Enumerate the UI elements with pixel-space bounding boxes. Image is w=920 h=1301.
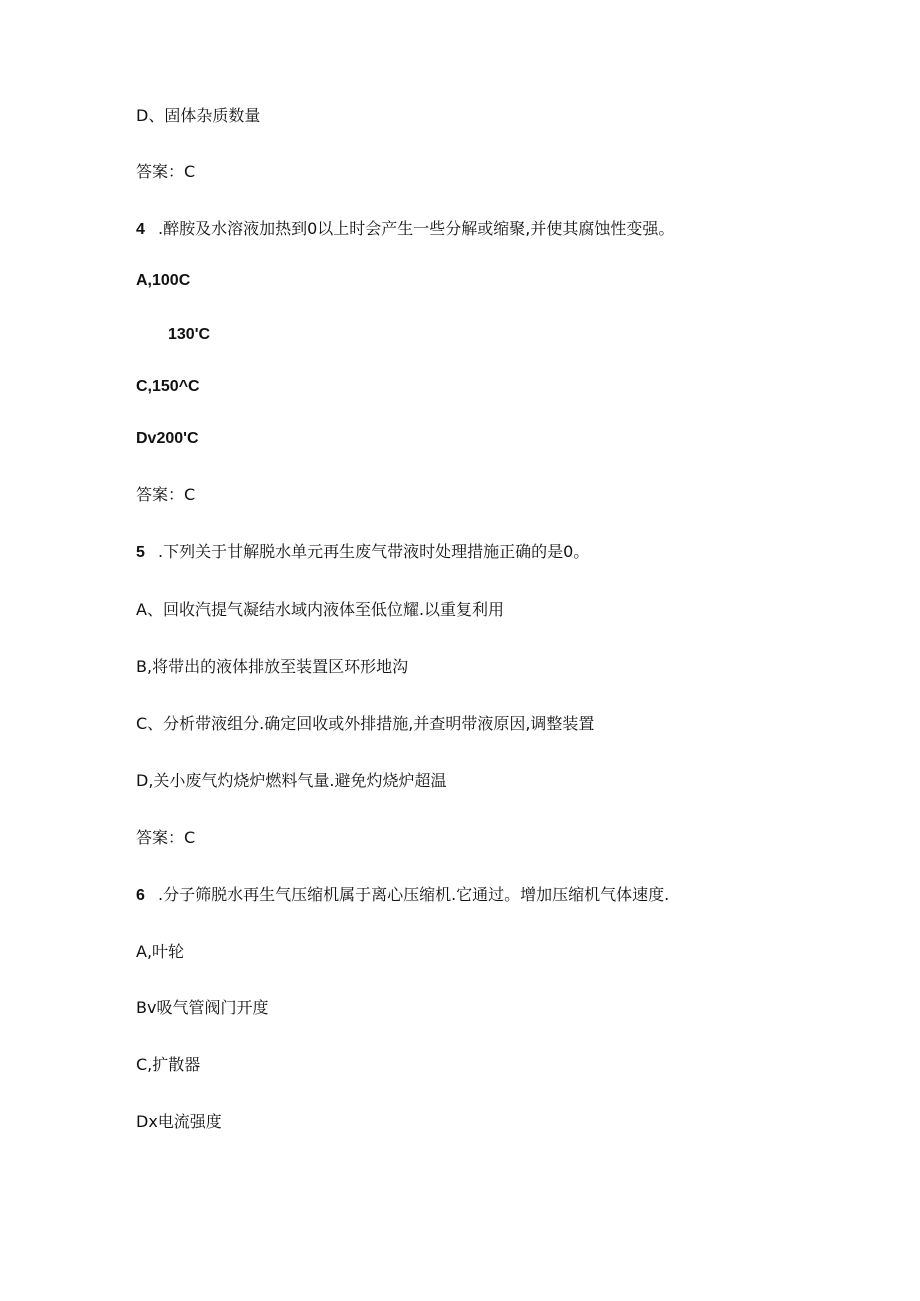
question-text: .分子筛脱水再生气压缩机属于离心压缩机.它通过。增加压缩机气体速度. xyxy=(158,885,670,904)
question-number: 6 xyxy=(136,887,145,904)
question-5 xyxy=(136,542,589,563)
option-b: B,将带出的液体排放至装置区环形地沟 xyxy=(136,657,409,676)
answer: 答案：C xyxy=(136,828,196,847)
option-d: Dx电流强度 xyxy=(136,1112,222,1131)
option-d: Dv200'C xyxy=(136,430,199,447)
question-4 xyxy=(136,219,674,240)
answer: 答案：C xyxy=(136,485,196,504)
option-a: A、回收汽提气凝结水域内液体至低位耀.以重复利用 xyxy=(136,600,505,619)
option-d: D,关小废气灼烧炉燃料气量.避免灼烧炉超温 xyxy=(136,771,447,790)
option-b: Bv吸气管阀门开度 xyxy=(136,998,269,1017)
option-c: C、分析带液组分.确定回收或外排措施,并查明带液原因,调整装置 xyxy=(136,714,595,733)
option-a: A,100C xyxy=(136,272,191,289)
question-6 xyxy=(136,885,669,906)
question-text: .醉胺及水溶液加热到0以上时会产生一些分解或缩聚,并使其腐蚀性变强。 xyxy=(158,219,675,238)
option-b: 130'C xyxy=(168,326,211,343)
question-text: .下列关于甘解脱水单元再生废气带液时处理措施正确的是0。 xyxy=(158,542,590,561)
option-d: D、固体杂质数量 xyxy=(136,106,261,125)
question-number: 4 xyxy=(136,221,145,238)
option-c: C,150^C xyxy=(136,378,200,395)
question-number: 5 xyxy=(136,544,145,561)
option-a: A,叶轮 xyxy=(136,942,185,961)
answer: 答案：C xyxy=(136,162,196,181)
option-c: C,扩散器 xyxy=(136,1055,201,1074)
